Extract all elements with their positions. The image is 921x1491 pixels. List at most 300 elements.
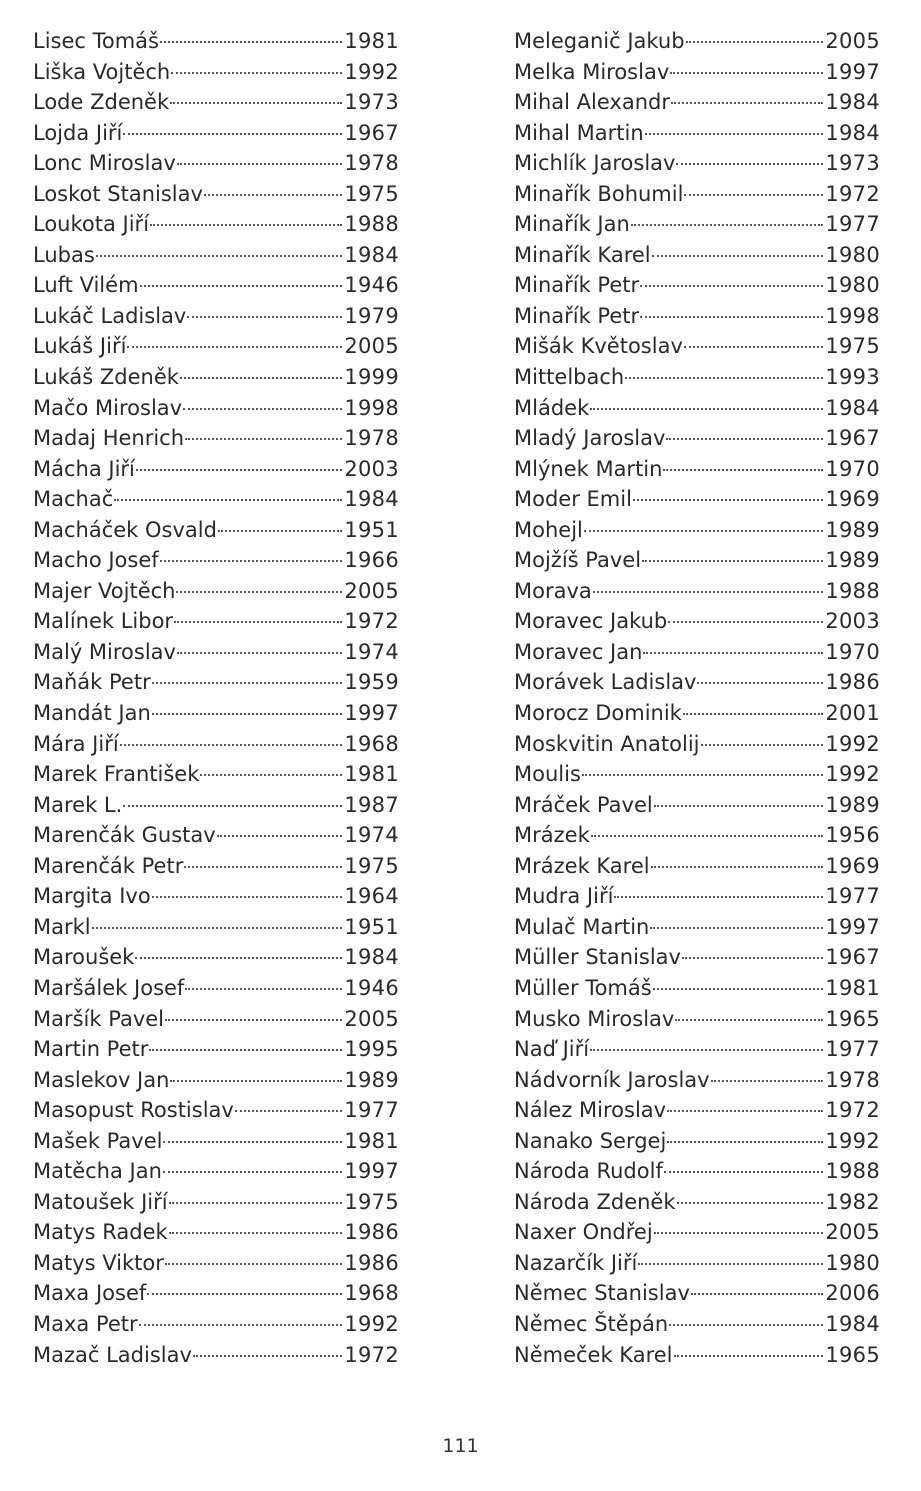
dot-leader [169,1232,343,1234]
entry-name: Národa Zdeněk [514,1189,676,1214]
dot-leader [640,285,823,287]
entry-name: Müller Stanislav [514,945,681,970]
entry-year: 1977 [825,884,880,909]
list-item [33,148,399,179]
entry-name: Macháček Osvald [33,517,217,542]
entry-year: 2005 [825,29,880,53]
list-item [33,851,399,882]
entry-year: 2006 [825,1281,880,1306]
entry-year: 1981 [344,29,399,53]
entry-year: 1997 [825,59,880,84]
list-item [514,1187,880,1218]
entry-name: Mandát Jan [33,701,151,726]
entry-name: Majer Vojtěch [33,578,176,603]
entry-year: 1967 [825,945,880,970]
dot-leader [590,1049,823,1051]
entry-year: 1981 [344,762,399,787]
list-item [514,148,880,179]
entry-name: Mašek Pavel [33,1128,163,1153]
entry-name: Naď Jiří [514,1037,590,1062]
dot-leader [123,133,342,135]
list-item [514,301,880,332]
entry-year: 1972 [344,609,399,634]
dot-leader [165,1019,342,1021]
entry-name: Luft Vilém [33,273,139,298]
list-item [33,667,399,698]
right-column [514,26,880,1370]
entry-year: 1975 [344,853,399,878]
list-item [514,118,880,149]
entry-year: 1973 [344,90,399,115]
entry-year: 2005 [344,334,399,359]
entry-name: Michlík Jaroslav [514,151,676,176]
list-item [33,973,399,1004]
entry-name: Moskvitin Anatolij [514,731,700,756]
dot-leader [674,1355,824,1357]
dot-leader [640,316,823,318]
entry-name: Mulač Martin [514,914,650,939]
entry-name: Morocz Dominik [514,701,682,726]
list-item [514,240,880,271]
list-item [514,454,880,485]
entry-year: 1967 [344,120,399,145]
list-item [33,1095,399,1126]
entry-name: Mittelbach [514,365,625,390]
dot-leader [150,224,342,226]
list-item [514,1095,880,1126]
dot-leader [590,408,823,410]
dot-leader [114,499,342,501]
entry-year: 1995 [344,1037,399,1062]
entry-name: Minařík Bohumil [514,181,684,206]
dot-leader [650,927,823,929]
entry-year: 1978 [344,151,399,176]
entry-name: Matys Radek [33,1220,168,1245]
entry-name: Minařík Karel [514,242,651,267]
dot-leader [683,713,823,715]
entry-name: Malý Miroslav [33,639,176,664]
dot-leader [664,1171,824,1173]
dot-leader [691,1293,823,1295]
list-item [33,698,399,729]
entry-year: 1966 [344,548,399,573]
dot-leader [139,1324,343,1326]
list-item [514,820,880,851]
dot-leader [671,102,823,104]
dot-leader [163,1171,342,1173]
entry-name: Maršík Pavel [33,1006,165,1031]
entry-name: Lode Zdeněk [33,90,170,115]
entry-name: Moulis [514,762,581,787]
entry-year: 1951 [344,914,399,939]
dot-leader [176,591,342,593]
entry-year: 1970 [825,456,880,481]
entry-name: Masopust Rostislav [33,1098,234,1123]
list-item [514,515,880,546]
entry-name: Maxa Josef [33,1281,147,1306]
list-item [514,729,880,760]
entry-name: Lonc Miroslav [33,151,176,176]
entry-year: 1975 [344,181,399,206]
dot-leader [675,1019,823,1021]
list-item [33,179,399,210]
dot-leader [170,1080,342,1082]
dot-leader [149,1049,342,1051]
list-item [33,759,399,790]
entry-name: Liška Vojtěch [33,59,171,84]
list-item [33,790,399,821]
list-item [33,545,399,576]
entry-name: Malínek Libor [33,609,174,634]
entry-year: 1986 [344,1220,399,1245]
dot-leader [147,1293,342,1295]
dot-leader [185,438,342,440]
entry-name: Maxa Petr [33,1311,138,1336]
list-item [33,301,399,332]
dot-leader [193,1355,342,1357]
entry-name: Melka Miroslav [514,59,670,84]
entry-year: 1984 [825,120,880,145]
entry-year: 1986 [344,1250,399,1275]
dot-leader [653,988,824,990]
dot-leader [187,316,342,318]
entry-year: 1997 [825,914,880,939]
entry-name: Morava [514,578,592,603]
entry-name: Marek František [33,762,200,787]
dot-leader [136,469,342,471]
list-item [514,331,880,362]
dot-leader [180,377,342,379]
entry-name: Nádvorník Jaroslav [514,1067,710,1092]
dot-leader [152,896,343,898]
dot-leader [217,835,343,837]
list-item [33,57,399,88]
entry-name: Matoušek Jiří [33,1189,168,1214]
list-item [514,270,880,301]
list-item [33,606,399,637]
dot-leader [638,1263,823,1265]
dot-leader [177,652,342,654]
dot-leader [123,805,342,807]
entry-name: Musko Miroslav [514,1006,675,1031]
list-item [33,87,399,118]
list-item [33,912,399,943]
list-item [33,1187,399,1218]
list-item [514,1217,880,1248]
entry-year: 1988 [344,212,399,237]
dot-leader [654,1232,824,1234]
list-item [514,1309,880,1340]
dot-leader [160,41,342,43]
entry-year: 1989 [344,1067,399,1092]
dot-leader [625,377,823,379]
entry-year: 1974 [344,823,399,848]
list-item [514,1126,880,1157]
entry-year: 2001 [825,701,880,726]
list-item [514,209,880,240]
entry-year: 1956 [825,823,880,848]
entry-year: 1982 [825,1189,880,1214]
dot-leader [697,682,823,684]
dot-leader [668,621,823,623]
entry-name: Národa Rudolf [514,1159,663,1184]
list-item [514,362,880,393]
entry-year: 1997 [344,701,399,726]
list-item [514,1034,880,1065]
list-item [514,423,880,454]
list-item [33,820,399,851]
list-item [33,454,399,485]
entry-name: Marenčák Gustav [33,823,216,848]
entry-name: Mládek [514,395,590,420]
entry-name: Moravec Jan [514,639,643,664]
entry-year: 1967 [825,426,880,451]
entry-year: 1988 [825,1159,880,1184]
dot-leader [663,469,823,471]
entry-name: Macho Josef [33,548,159,573]
dot-leader [633,499,823,501]
list-item [33,423,399,454]
dot-leader [140,285,343,287]
dot-leader [651,866,824,868]
entry-year: 1980 [825,273,880,298]
dot-leader [218,530,342,532]
entry-year: 1984 [344,945,399,970]
entry-year: 1972 [825,1098,880,1123]
entry-year: 1972 [825,181,880,206]
list-item [514,1248,880,1279]
list-item [514,1004,880,1035]
dot-leader [631,224,824,226]
dot-leader [127,346,342,348]
entry-year: 1980 [825,242,880,267]
dot-leader [677,1202,824,1204]
list-item [33,270,399,301]
list-item [514,606,880,637]
dot-leader [96,255,343,257]
entry-year: 1978 [825,1067,880,1092]
list-item [514,484,880,515]
list-item [514,759,880,790]
dot-leader [642,560,823,562]
entry-name: Nazarčík Jiří [514,1250,638,1275]
entry-year: 1980 [825,1250,880,1275]
entry-name: Mihal Alexandr [514,90,670,115]
entry-name: Mudra Jiří [514,884,614,909]
list-item [33,1248,399,1279]
list-item [33,484,399,515]
entry-year: 1972 [344,1342,399,1367]
entry-name: Mladý Jaroslav [514,426,666,451]
entry-name: Matys Viktor [33,1250,164,1275]
entry-name: Němec Stanislav [514,1281,690,1306]
entry-name: Mišák Květoslav [514,334,683,359]
entry-year: 1999 [344,365,399,390]
dot-leader [652,255,824,257]
entry-name: Maňák Petr [33,670,151,695]
entry-year: 1981 [825,975,880,1000]
entry-year: 2005 [344,1006,399,1031]
entry-name: Marenčák Petr [33,853,184,878]
dot-leader [667,1110,823,1112]
list-item [33,331,399,362]
entry-year: 1946 [344,273,399,298]
entry-year: 1998 [344,395,399,420]
list-item [514,179,880,210]
entry-year: 1969 [825,853,880,878]
entry-year: 1977 [825,212,880,237]
entry-year: 1984 [825,1311,880,1336]
entry-year: 1977 [825,1037,880,1062]
list-item [33,1278,399,1309]
dot-leader [686,41,824,43]
entry-name: Lukáč Ladislav [33,303,187,328]
list-item [33,637,399,668]
dot-leader [120,744,343,746]
list-item [514,26,880,57]
entry-name: Mohejl [514,517,583,542]
list-item [514,881,880,912]
list-item [514,973,880,1004]
dot-leader [165,1263,342,1265]
entry-year: 1984 [825,90,880,115]
entry-year: 1946 [344,975,399,1000]
entry-name: Mihal Martin [514,120,644,145]
list-item [514,790,880,821]
entry-year: 1951 [344,517,399,542]
list-item [33,1126,399,1157]
entry-name: Lukáš Zdeněk [33,365,179,390]
list-item [514,698,880,729]
list-item [33,118,399,149]
entry-name: Nález Miroslav [514,1098,667,1123]
entry-year: 1978 [344,426,399,451]
dot-leader [174,621,342,623]
list-item [33,1217,399,1248]
entry-name: Maršálek Josef [33,975,185,1000]
list-item [33,576,399,607]
list-item [33,881,399,912]
entry-year: 1965 [825,1342,880,1367]
entry-name: Maslekov Jan [33,1067,170,1092]
dot-leader [169,1202,343,1204]
entry-year: 1964 [344,884,399,909]
entry-year: 2005 [344,578,399,603]
list-item [514,667,880,698]
entry-year: 1979 [344,303,399,328]
entry-name: Mlýnek Martin [514,456,663,481]
dot-leader [684,194,823,196]
entry-year: 1975 [344,1189,399,1214]
entry-year: 1959 [344,670,399,695]
entry-year: 1973 [825,151,880,176]
dot-leader [643,652,823,654]
entry-year: 1970 [825,639,880,664]
list-item [514,545,880,576]
entry-year: 1968 [344,1281,399,1306]
dot-leader [185,988,342,990]
list-item [33,1340,399,1371]
entry-name: Němeček Karel [514,1342,673,1367]
entry-year: 2005 [825,1220,880,1245]
entry-year: 1988 [825,578,880,603]
entry-year: 1998 [825,303,880,328]
dot-leader [152,682,343,684]
entry-name: Nanako Sergej [514,1128,667,1153]
entry-name: Mačo Miroslav [33,395,183,420]
entry-year: 1968 [344,731,399,756]
list-item [514,1065,880,1096]
dot-leader [92,927,343,929]
entry-name: Lubas [33,242,95,267]
entry-year: 1992 [344,1311,399,1336]
dot-leader [184,866,342,868]
entry-name: Madaj Henrich [33,426,185,451]
entry-name: Mrázek Karel [514,853,650,878]
dot-leader [701,744,824,746]
entry-name: Minařík Jan [514,212,630,237]
list-item [514,637,880,668]
entry-year: 2003 [825,609,880,634]
list-item [514,912,880,943]
list-item [514,1278,880,1309]
entry-name: Matěcha Jan [33,1159,162,1184]
entry-name: Moravec Jakub [514,609,668,634]
list-item [514,1156,880,1187]
list-item [33,1309,399,1340]
entry-year: 1992 [825,1128,880,1153]
entry-year: 1965 [825,1006,880,1031]
dot-leader [591,835,824,837]
entry-name: Loukota Jiří [33,212,150,237]
entry-name: Morávek Ladislav [514,670,697,695]
list-item [33,729,399,760]
dot-leader [666,438,823,440]
list-item [33,26,399,57]
entry-year: 1989 [825,792,880,817]
entry-year: 1984 [344,242,399,267]
list-item [514,1340,880,1371]
list-item [33,1065,399,1096]
dot-leader [582,774,823,776]
entry-name: Němec Štěpán [514,1311,669,1336]
list-item [514,576,880,607]
entry-year: 1993 [825,365,880,390]
entry-year: 1989 [825,517,880,542]
entry-name: Mazač Ladislav [33,1342,192,1367]
dot-leader [654,805,824,807]
dot-leader [711,1080,824,1082]
entry-year: 1969 [825,487,880,512]
entry-name: Marek L. [33,792,123,817]
list-item [514,87,880,118]
dot-leader [670,72,823,74]
entry-year: 1987 [344,792,399,817]
entry-name: Mráček Pavel [514,792,653,817]
entry-year: 1984 [344,487,399,512]
entry-name: Naxer Ondřej [514,1220,653,1245]
entry-year: 1992 [825,762,880,787]
dot-leader [170,102,342,104]
list-item [33,362,399,393]
entry-year: 1984 [825,395,880,420]
dot-leader [163,1141,342,1143]
entry-year: 1986 [825,670,880,695]
entry-name: Mrázek [514,823,590,848]
dot-leader [684,346,823,348]
dot-leader [593,591,824,593]
dot-leader [204,194,342,196]
